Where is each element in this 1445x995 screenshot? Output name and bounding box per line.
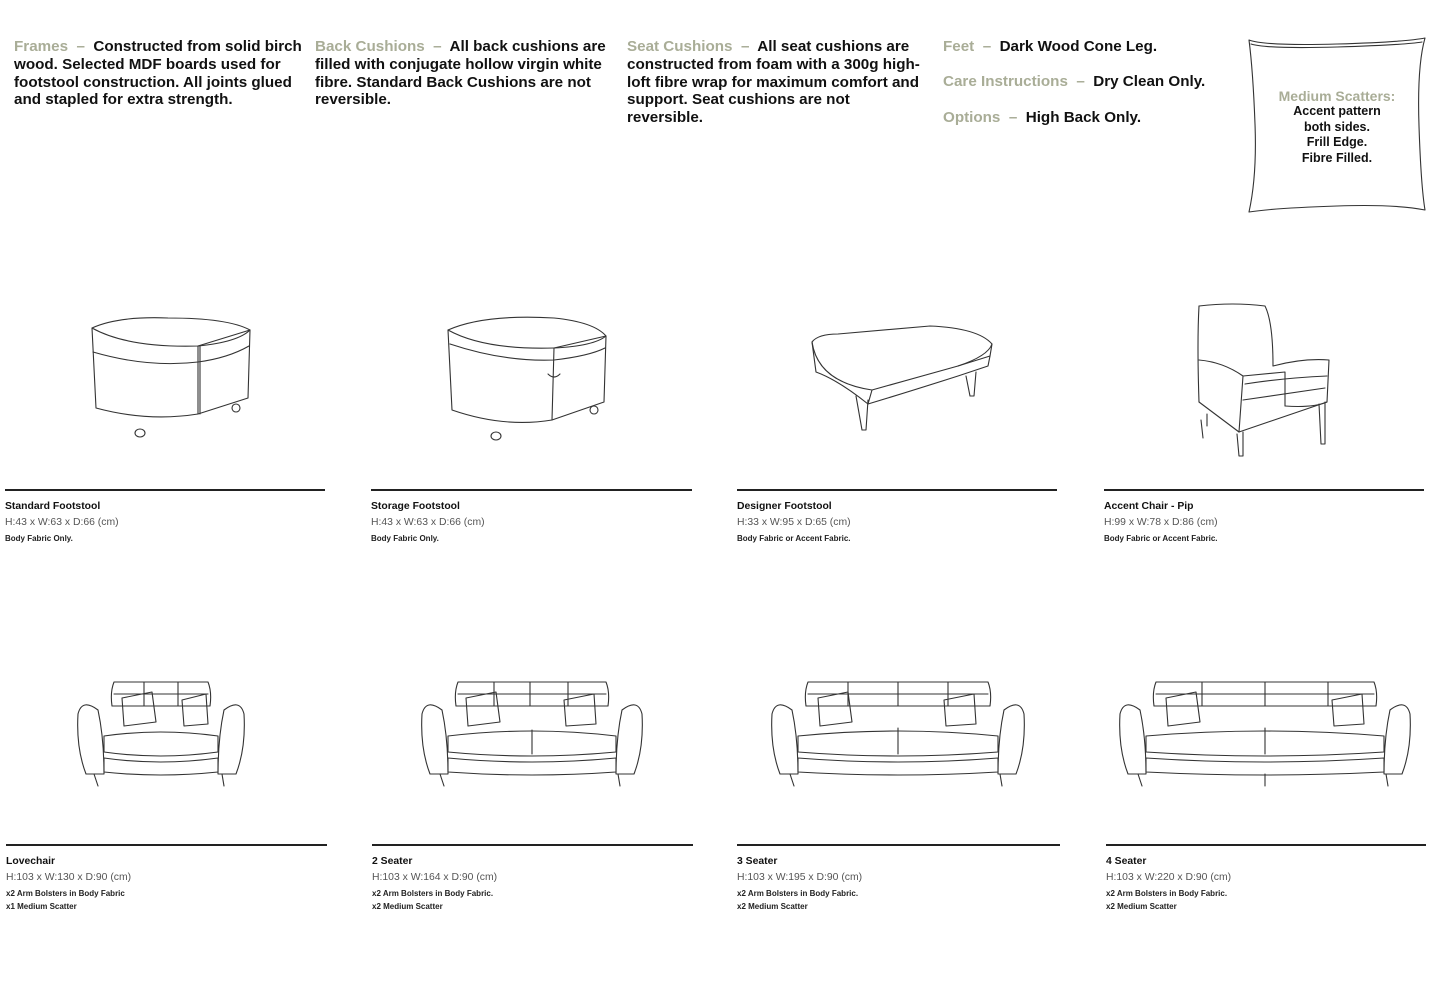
divider xyxy=(737,489,1057,491)
spec-text: Constructed from solid birch wood. Selected MDF boards used for footstool construction. All joints glued and stapled for extra strength. xyxy=(14,38,302,109)
spec-feet xyxy=(943,38,1233,56)
spec-dash: – xyxy=(1076,73,1085,91)
product-dimensions: H:99 x W:78 x D:86 (cm) xyxy=(1104,517,1218,528)
spec-label: Frames xyxy=(14,38,69,55)
divider xyxy=(371,489,692,491)
divider xyxy=(1104,489,1424,491)
product-note: Body Fabric Only. xyxy=(371,534,439,543)
scatter-line: Frill Edge. xyxy=(1306,135,1368,150)
product-dimensions: H:43 x W:63 x D:66 (cm) xyxy=(5,517,119,528)
lovechair-drawing xyxy=(74,678,248,795)
spec-label: Seat Cushions xyxy=(627,38,733,55)
product-four-seater xyxy=(1106,844,1426,911)
divider xyxy=(5,489,325,491)
spec-back-cushions xyxy=(315,38,611,109)
product-name: Designer Footstool xyxy=(737,501,832,512)
spec-text: All seat cushions are constructed from foam with a 300g high-loft fibre wrap for maximum comfort and support. Seat cushions are not reversible. xyxy=(627,38,920,127)
spec-frames xyxy=(14,38,306,109)
product-note: x2 Arm Bolsters in Body Fabric. xyxy=(737,889,859,898)
scatter-line: both sides. xyxy=(1304,119,1370,134)
spec-seat-cushions xyxy=(627,38,923,127)
designer-footstool-drawing xyxy=(808,320,996,445)
product-note: x2 Arm Bolsters in Body Fabric. xyxy=(1106,889,1228,898)
four-seater-drawing xyxy=(1116,678,1414,795)
product-storage-footstool xyxy=(371,489,692,543)
divider xyxy=(372,844,693,846)
divider xyxy=(1106,844,1426,846)
product-note: x1 Medium Scatter xyxy=(6,902,77,911)
spec-dash: – xyxy=(76,38,85,55)
storage-footstool-drawing xyxy=(444,312,612,452)
product-designer-footstool xyxy=(737,489,1057,543)
product-note: x2 Arm Bolsters in Body Fabric xyxy=(6,889,125,898)
product-note: x2 Medium Scatter xyxy=(372,902,443,911)
spec-options xyxy=(943,109,1233,127)
spec-text: All back cushions are filled with conjugate hollow virgin white fibre. Standard Back Cushions are not reversible. xyxy=(315,38,606,109)
product-name: 2 Seater xyxy=(372,856,413,867)
spec-label: Care Instructions xyxy=(943,73,1068,91)
spec-label: Back Cushions xyxy=(315,38,425,55)
spec-text: Dark Wood Cone Leg. xyxy=(999,38,1158,55)
product-dimensions: H:103 x W:164 x D:90 (cm) xyxy=(372,872,498,883)
spec-extra xyxy=(943,38,1233,144)
product-name: Lovechair xyxy=(6,856,56,867)
product-name: 3 Seater xyxy=(737,856,778,867)
product-dimensions: H:33 x W:95 x D:65 (cm) xyxy=(737,517,851,528)
spec-text: Dry Clean Only. xyxy=(1093,73,1206,91)
product-accent-chair xyxy=(1104,489,1424,543)
product-name: Standard Footstool xyxy=(5,501,101,512)
product-name: Accent Chair - Pip xyxy=(1104,501,1194,512)
product-dimensions: H:43 x W:63 x D:66 (cm) xyxy=(371,517,485,528)
spec-label: Options xyxy=(943,108,1001,126)
product-name: 4 Seater xyxy=(1106,856,1147,867)
three-seater-drawing xyxy=(768,678,1028,795)
product-lovechair xyxy=(6,844,327,911)
spec-label: Feet xyxy=(943,38,975,55)
divider xyxy=(737,844,1060,846)
standard-footstool-drawing xyxy=(88,312,256,452)
product-note: x2 Medium Scatter xyxy=(1106,902,1177,911)
product-note: Body Fabric or Accent Fabric. xyxy=(1104,534,1218,543)
scatter-cushion-illustration xyxy=(1245,36,1429,214)
divider xyxy=(6,844,327,846)
spec-text: High Back Only. xyxy=(1025,108,1142,126)
scatter-line: Accent pattern xyxy=(1293,104,1381,118)
product-standard-footstool xyxy=(5,489,325,543)
spec-dash: – xyxy=(1008,108,1018,126)
scatter-line: Fibre Filled. xyxy=(1301,150,1373,165)
spec-dash: – xyxy=(982,38,992,55)
product-note: Body Fabric Only. xyxy=(5,534,73,543)
two-seater-drawing xyxy=(418,678,646,795)
product-three-seater xyxy=(737,844,1060,911)
product-dimensions: H:103 x W:220 x D:90 (cm) xyxy=(1106,872,1232,883)
product-note: x2 Medium Scatter xyxy=(737,902,808,911)
accent-chair-drawing xyxy=(1193,302,1333,467)
product-dimensions: H:103 x W:130 x D:90 (cm) xyxy=(6,872,132,883)
scatter-title: Medium Scatters: xyxy=(1278,88,1396,104)
product-note: x2 Arm Bolsters in Body Fabric. xyxy=(372,889,494,898)
spec-dash: – xyxy=(740,38,750,55)
product-dimensions: H:103 x W:195 x D:90 (cm) xyxy=(737,872,863,883)
scatter-text xyxy=(1245,88,1429,166)
product-two-seater xyxy=(372,844,693,911)
spec-dash: – xyxy=(433,38,442,55)
product-name: Storage Footstool xyxy=(371,501,460,512)
product-note: Body Fabric or Accent Fabric. xyxy=(737,534,851,543)
spec-care xyxy=(943,73,1233,91)
